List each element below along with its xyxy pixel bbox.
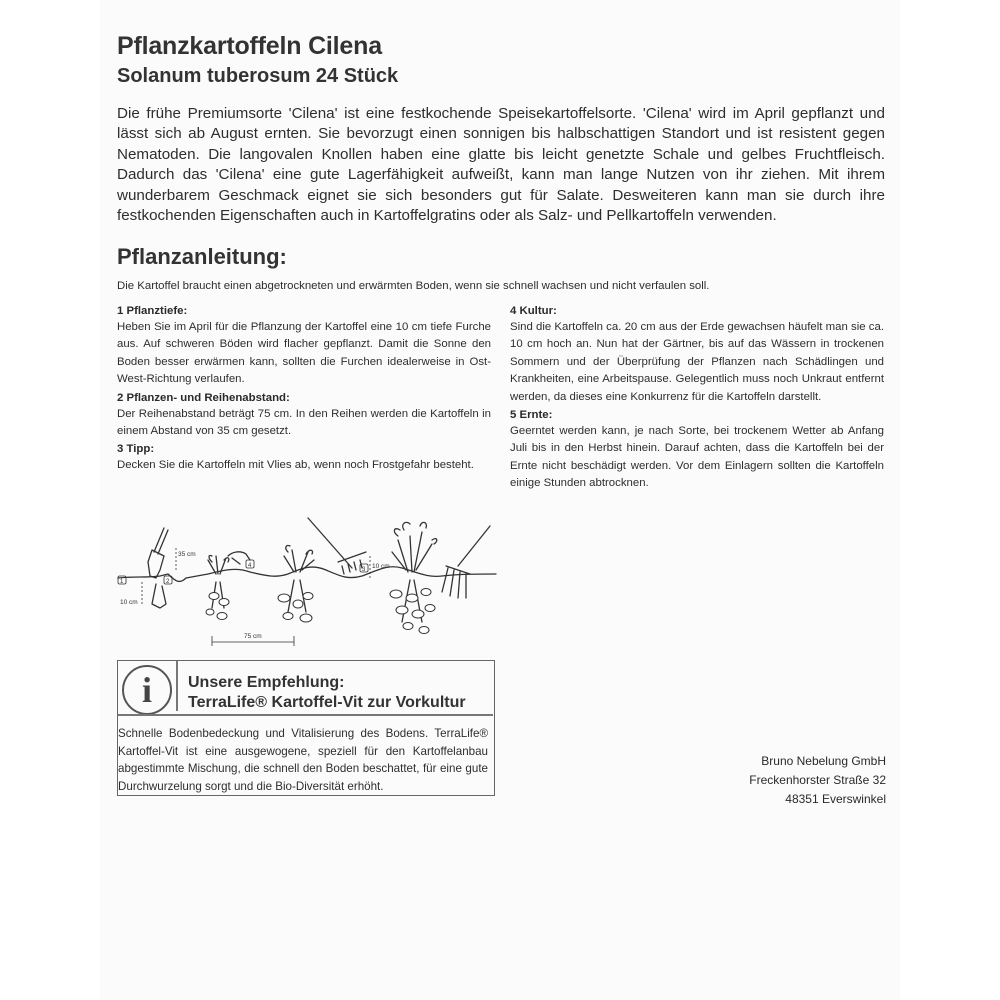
recommendation-box [117, 660, 495, 796]
step-heading: 2 Pflanzen- und Reihenabstand: [117, 391, 290, 404]
hand-icon [228, 552, 250, 564]
recommendation-title: Unsere Empfehlung: [188, 674, 345, 691]
step-text: Geerntet werden kann, je nach Sorte, bei trockenem Wetter ab Anfang Juli bis in den Herbst hinein. Darauf achten, dass die Kartoffeln bei der Ernte nicht beschädigt werden. Vor dem Einlagern sollten die Kartoffeln einige Stunden abtrocknen. [510, 425, 884, 490]
row-distance-label: 75 cm [244, 633, 262, 640]
company-address [749, 752, 886, 809]
step-text: Der Reihenabstand beträgt 75 cm. In den Reihen werden die Kartoffeln in einem Abstand von 35 cm gesetzt. [117, 407, 491, 438]
info-icon: i [122, 665, 172, 715]
hill-height-label: 10 cm [372, 563, 390, 570]
company-name: Bruno Nebelung GmbH [761, 754, 886, 768]
divider [118, 714, 493, 716]
planting-illustration [116, 512, 498, 650]
instructions-title: Pflanzanleitung: [117, 244, 287, 269]
fork-icon [442, 526, 490, 598]
divider [176, 661, 178, 711]
spacing-label: 35 cm [178, 551, 196, 558]
company-street: Freckenhorster Straße 32 [749, 773, 886, 787]
step-marker: 3 [362, 567, 366, 573]
step-marker: 1 [120, 579, 124, 585]
step-heading: 1 Pflanztiefe: [117, 305, 188, 317]
instructions-column-left [117, 303, 491, 476]
recommendation-product: TerraLife® Kartoffel-Vit zur Vorkultur [188, 694, 466, 711]
spade-icon [148, 528, 168, 578]
depth-label: 10 cm [120, 599, 138, 606]
step-heading: 4 Kultur: [510, 305, 557, 317]
soil-line [118, 567, 496, 582]
step-heading: 5 Ernte: [510, 409, 553, 422]
product-subtitle: Solanum tuberosum 24 Stück [117, 65, 399, 87]
product-description: Die frühe Premiumsorte 'Cilena' ist eine festkochende Speisekartoffelsorte. 'Cilena' wird im April gepflanzt und lässt sich ab August ernten. Sie bevorzugt einen sonnigen bis halbschattigen Standort und ist resistent gegen Nematoden. Die langovalen Knollen haben eine glatte bis leicht genetzte Schale und gelbes Fruchtfleisch. Dadurch das 'Cilena' eine gute Lagerfähigkeit aufweißt, kann man lange Nutzen von ihr ziehen. Mit ihrem wunderbarem Geschmack eignet sie sich besonders gut für Salate. Desweiteren kann man sie durch ihre festkochenden Eigenschaften auch in Kartoffelgratins oder als Salz- und Pellkartoffeln verwenden. [117, 105, 885, 225]
step-heading: 3 Tipp: [117, 443, 155, 456]
rake-icon [308, 518, 366, 574]
step-marker: 4 [248, 563, 252, 569]
boot-icon [152, 584, 166, 608]
company-city: 48351 Everswinkel [785, 792, 886, 806]
product-title: Pflanzkartoffeln Cilena [117, 32, 382, 60]
step-text: Decken Sie die Kartoffeln mit Vlies ab, wenn noch Frostgefahr besteht. [117, 459, 474, 472]
step-marker: 2 [166, 579, 170, 585]
instructions-column-right [510, 303, 884, 494]
step-text: Sind die Kartoffeln ca. 20 cm aus der Erde gewachsen häufelt man sie ca. 10 cm hoch an. Nun hat der Gärtner, bis auf das Wässern in trockenen Sommern und der Überprüfung der Pflanzen nach Schädlingen und Krankheiten, eine Arbeitspause. Gelegentlich muss noch Unkraut entfernt werden, da dieses eine Konkurrenz für die Kartoffeln darstellt. [510, 321, 884, 403]
instructions-lead: Die Kartoffel braucht einen abgetrockneten und erwärmten Boden, wenn sie schnell wachsen und nicht verfaulen soll. [117, 280, 710, 292]
recommendation-text: Schnelle Bodenbedeckung und Vitalisierung des Bodens. TerraLife® Kartoffel-Vit ist eine ausgewogene, speziell für den Kartoffelanbau abgestimmte Mischung, die schnell den Boden beschattet, für eine gute Durchwurzelung sorgt und die Bio-Diversität erhöht. [118, 727, 488, 793]
step-text: Heben Sie im April für die Pflanzung der Kartoffel eine 10 cm tiefe Furche aus. Auf schweren Böden wird flacher gepflanzt. Damit die Sonne den Boden besser erwärmen kann, sollten die Furchen idealerweise in Ost-West-Richtung verlaufen. [117, 321, 491, 386]
